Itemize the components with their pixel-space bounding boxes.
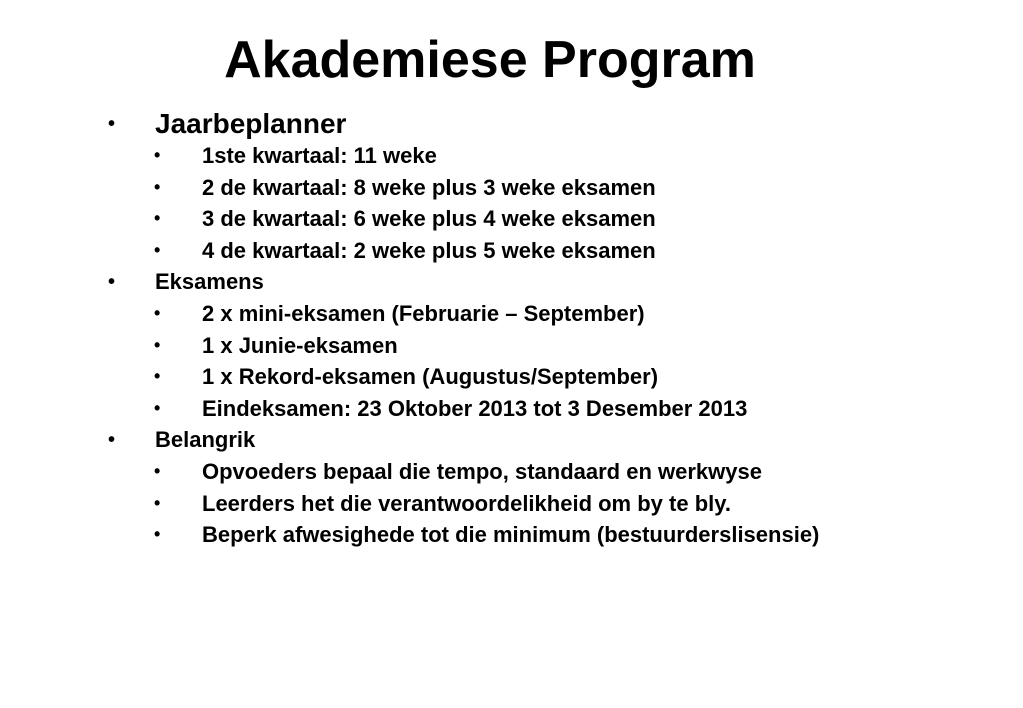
section-belangrik [108,424,1008,551]
bullet-icon: • [154,524,161,544]
bullet-icon: • [108,429,116,451]
list-item [108,519,1008,551]
bullet-icon: • [154,334,161,355]
list-item-text: 4 de kwartaal: 2 weke plus 5 weke eksamen [202,237,656,263]
list-item [108,393,1008,425]
section-jaarbeplanner [108,108,1008,266]
bullet-icon: • [154,145,161,165]
list-item [108,298,1008,330]
list-item-text: Beperk afwesighede tot die minimum (bestuurderslisensie) [202,522,820,547]
bullet-icon: • [154,461,161,481]
list-item [108,330,1008,362]
bullet-icon: • [154,397,161,418]
list-item [108,488,1008,520]
list-item-text: 2 de kwartaal: 8 weke plus 3 weke eksamen [202,174,656,200]
section-heading [108,108,1008,140]
list-item [108,140,1008,172]
slide-title: Akademiese Program [224,31,756,89]
bullet-icon: • [154,239,161,260]
section-heading-text: Eksamens [155,269,264,294]
list-item-text: 1ste kwartaal: 11 weke [202,143,437,168]
bullet-icon: • [154,208,161,228]
list-item [108,456,1008,488]
bullet-icon: • [154,176,161,197]
list-item-text: 1 x Rekord-eksamen (Augustus/September) [202,364,659,389]
bullet-icon: • [108,271,116,293]
list-item [108,361,1008,393]
list-item-text: Opvoeders bepaal die tempo, standaard en werkwyse [202,459,762,484]
list-item-text: Eindeksamen: 23 Oktober 2013 tot 3 Desember 2013 [202,395,748,421]
list-item [108,203,1008,235]
list-item-text: 3 de kwartaal: 6 weke plus 4 weke eksamen [202,206,656,231]
section-eksamens [108,266,1008,424]
list-item-text: 1 x Junie-eksamen [202,332,398,358]
bullet-icon: • [154,366,161,386]
section-heading [108,266,1008,298]
bullet-icon: • [154,492,161,513]
list-item-text: 2 x mini-eksamen (Februarie – September) [202,301,645,326]
list-item [108,235,1008,267]
bullet-icon: • [108,113,116,135]
bullet-list [108,108,1008,551]
section-heading-text: Belangrik [155,427,256,452]
list-item-text: Leerders het die verantwoordelikheid om by te bly. [202,490,731,516]
bullet-icon: • [154,303,161,323]
list-item [108,172,1008,204]
section-heading-text: Jaarbeplanner [155,108,347,139]
section-heading [108,424,1008,456]
